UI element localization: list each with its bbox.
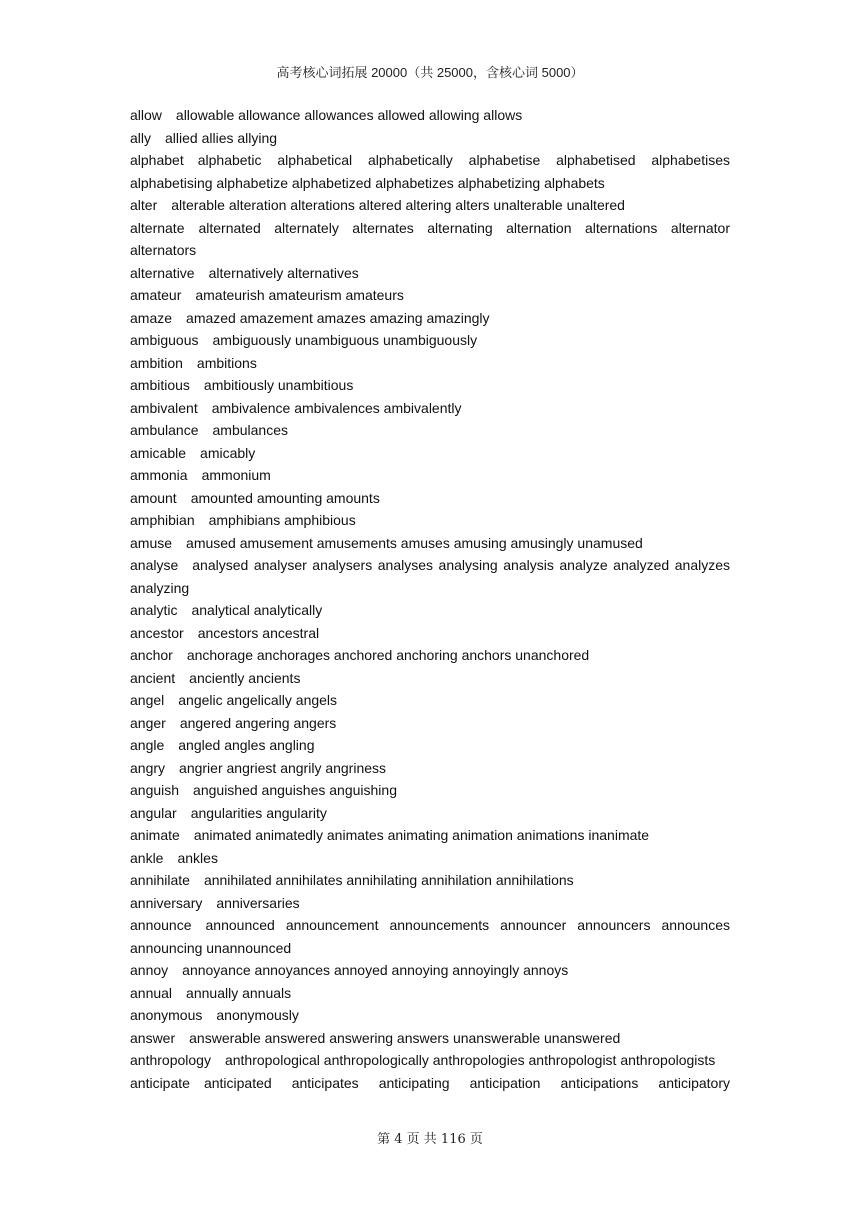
word-entry	[130, 712, 730, 735]
word-entry	[130, 689, 730, 712]
headword: amount	[130, 489, 177, 506]
word-forms: ammonium	[201, 467, 271, 483]
word-forms: anthropological anthropologically anthropologies anthropologist anthropologists	[224, 1052, 716, 1068]
headword: anthropology	[130, 1052, 211, 1068]
word-forms: alternatively alternatives	[208, 264, 359, 281]
word-entry	[130, 847, 730, 870]
headword: answer	[130, 1029, 176, 1046]
word-entry	[130, 802, 730, 825]
word-forms: alternated alternately alternates alternating alternation alternations alternator alternators	[130, 219, 730, 258]
headword: ambulance	[130, 422, 199, 438]
headword: ancestor	[130, 624, 184, 641]
word-forms: ambulances	[212, 422, 288, 438]
word-entry	[130, 149, 730, 194]
word-forms: anniversaries	[216, 894, 300, 911]
word-forms: ambiguously unambiguous unambiguously	[212, 332, 478, 348]
word-forms: alphabetic alphabetical alphabetically alphabetise alphabetised alphabetises alphabetising alphabetize alphabetized alphabetizes alphabetizing alphabets	[130, 152, 730, 191]
word-forms: amazed amazement amazes amazing amazingly	[186, 309, 490, 326]
headword: annual	[130, 984, 173, 1001]
headword: ankle	[130, 849, 164, 866]
word-forms: annually annuals	[186, 984, 292, 1001]
word-forms: ambivalence ambivalences ambivalently	[211, 399, 462, 416]
word-forms: anticipated anticipates anticipating anticipation anticipations anticipatory	[203, 1074, 730, 1091]
word-entry	[130, 329, 730, 352]
headword: ambivalent	[130, 399, 198, 416]
word-entry	[130, 104, 730, 127]
headword: amaze	[130, 309, 173, 326]
word-forms: analytical analytically	[191, 602, 323, 618]
headword: ambition	[130, 354, 183, 371]
word-entry	[130, 734, 730, 757]
word-entry	[130, 419, 730, 442]
word-forms: amicably	[200, 444, 256, 461]
page-footer: 第 4 页 共 116 页	[377, 1132, 483, 1147]
page-header: 高考核心词拓展 20000（共 25000，含核心词 5000）	[276, 65, 584, 80]
word-entry	[130, 307, 730, 330]
word-forms: amounted amounting amounts	[190, 489, 380, 506]
headword: annihilate	[130, 872, 190, 888]
word-entry	[130, 869, 730, 892]
word-entry	[130, 667, 730, 690]
headword: alter	[130, 197, 158, 213]
word-entry	[130, 757, 730, 780]
word-entry	[130, 374, 730, 397]
word-forms: allowable allowance allowances allowed allowing allows	[175, 107, 523, 123]
word-entry	[130, 532, 730, 555]
word-forms: analysed analyser analysers analyses analysing analysis analyze analyzed analyzes analyzing	[130, 557, 730, 596]
word-forms: amused amusement amusements amuses amusing amusingly unamused	[186, 534, 643, 551]
word-entry	[130, 397, 730, 420]
word-forms: anguished anguishes anguishing	[193, 782, 397, 798]
headword: anonymous	[130, 1007, 203, 1023]
word-forms: ambitiously unambitious	[203, 377, 354, 393]
headword: angel	[130, 692, 165, 708]
word-forms: angered angering angers	[179, 714, 337, 731]
word-forms: animated animatedly animates animating animation animations inanimate	[193, 827, 650, 843]
word-forms: annoyance annoyances annoyed annoying annoyingly annoys	[182, 962, 569, 978]
word-forms: anciently ancients	[189, 669, 301, 686]
word-forms: announced announcement announcements announcer announcers announces announcing unannounced	[130, 917, 730, 956]
word-entry	[130, 1004, 730, 1027]
word-forms: amphibians amphibious	[208, 512, 356, 528]
word-entry	[130, 1072, 730, 1095]
word-entry	[130, 352, 730, 375]
word-forms: annihilated annihilates annihilating annihilation annihilations	[203, 872, 574, 888]
headword: angry	[130, 759, 166, 776]
headword: amuse	[130, 534, 173, 551]
headword: amphibian	[130, 512, 195, 528]
headword: anniversary	[130, 894, 203, 911]
headword: ancient	[130, 669, 176, 686]
word-entry	[130, 622, 730, 645]
word-forms: ancestors ancestral	[197, 624, 320, 641]
word-entry	[130, 194, 730, 217]
word-entry	[130, 1027, 730, 1050]
word-entry	[130, 464, 730, 487]
word-entry	[130, 959, 730, 982]
word-forms: anchorage anchorages anchored anchoring anchors unanchored	[186, 647, 590, 663]
headword: anguish	[130, 782, 180, 798]
word-entry	[130, 824, 730, 847]
word-entry	[130, 644, 730, 667]
headword: alternative	[130, 264, 195, 281]
word-entry	[130, 284, 730, 307]
headword: ambitious	[130, 377, 190, 393]
headword: analyse	[130, 557, 179, 573]
word-entry	[130, 127, 730, 150]
word-entry	[130, 599, 730, 622]
word-list	[130, 104, 730, 1094]
headword: announce	[130, 917, 192, 933]
word-entry	[130, 217, 730, 262]
word-entry	[130, 442, 730, 465]
headword: alternate	[130, 219, 185, 236]
headword: angular	[130, 804, 177, 821]
word-entry	[130, 509, 730, 532]
word-entry	[130, 892, 730, 915]
word-forms: allied allies allying	[165, 129, 278, 146]
word-entry	[130, 779, 730, 802]
word-entry	[130, 914, 730, 959]
headword: amateur	[130, 287, 182, 303]
headword: anger	[130, 714, 166, 731]
word-entry	[130, 487, 730, 510]
word-forms: ankles	[177, 849, 218, 866]
word-entry	[130, 554, 730, 599]
headword: angle	[130, 737, 165, 753]
word-forms: angled angles angling	[178, 737, 315, 753]
headword: anchor	[130, 647, 173, 663]
headword: anticipate	[130, 1074, 190, 1091]
headword: alphabet	[130, 152, 184, 168]
word-forms: answerable answered answering answers unanswerable unanswered	[189, 1029, 621, 1046]
word-entry	[130, 982, 730, 1005]
word-forms: angularities angularity	[190, 804, 327, 821]
headword: ambiguous	[130, 332, 199, 348]
headword: ally	[130, 129, 152, 146]
headword: allow	[130, 107, 162, 123]
word-entry	[130, 1049, 730, 1072]
word-forms: angelic angelically angels	[178, 692, 338, 708]
word-forms: angrier angriest angrily angriness	[179, 759, 387, 776]
word-forms: anonymously	[216, 1007, 299, 1023]
word-forms: ambitions	[196, 354, 257, 371]
headword: annoy	[130, 962, 169, 978]
word-entry	[130, 262, 730, 285]
headword: amicable	[130, 444, 187, 461]
word-forms: alterable alteration alterations altered altering alters unalterable unaltered	[171, 197, 625, 213]
headword: analytic	[130, 602, 178, 618]
word-forms: amateurish amateurism amateurs	[195, 287, 404, 303]
headword: ammonia	[130, 467, 188, 483]
headword: animate	[130, 827, 180, 843]
